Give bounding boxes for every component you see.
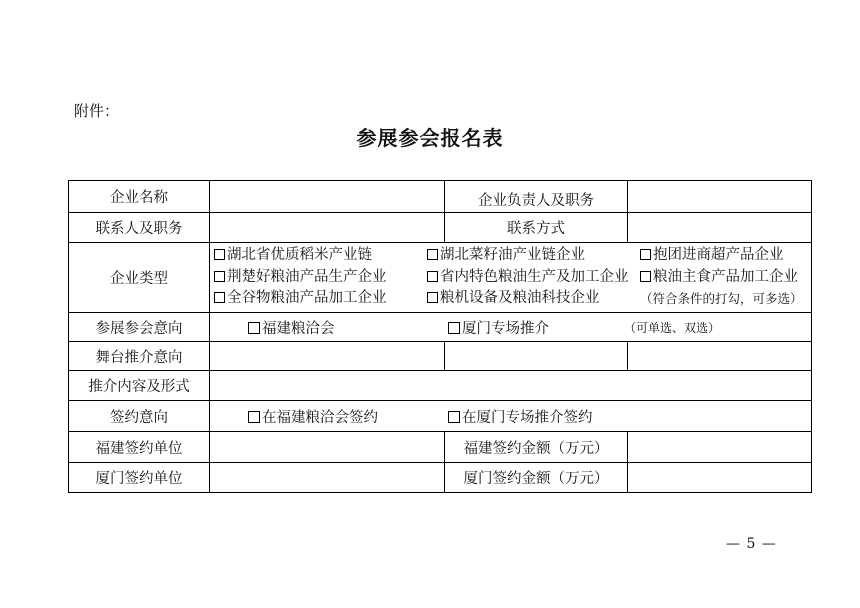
company-type-label: 企业类型 [69, 243, 210, 313]
company-name-field[interactable] [210, 181, 445, 213]
type-option[interactable]: 湖北菜籽油产业链企业 [427, 245, 640, 267]
fujian-amount-field[interactable] [628, 432, 812, 463]
checkbox-icon[interactable] [640, 271, 651, 282]
stage-field-2[interactable] [445, 342, 628, 371]
registration-form-table [68, 180, 812, 493]
content-label: 推介内容及形式 [69, 371, 210, 401]
intent-options [210, 313, 812, 342]
company-head-label: 企业负责人及职务 [445, 181, 628, 213]
stage-field-1[interactable] [210, 342, 445, 371]
row-sign-intent [69, 401, 812, 432]
intent-note: （可单选、双选） [624, 320, 721, 335]
checkbox-icon[interactable] [448, 411, 460, 423]
sign-option-xiamen[interactable]: 在厦门专场推介签约 [448, 406, 593, 427]
sign-intent-options [210, 401, 812, 432]
type-note: （符合条件的打勾，可多选） [640, 291, 803, 307]
type-option[interactable]: 省内特色粮油生产及加工企业 [427, 267, 640, 289]
contact-field[interactable] [210, 213, 445, 243]
row-contact [69, 213, 812, 243]
checkbox-icon[interactable] [214, 249, 225, 260]
xiamen-amount-field[interactable] [628, 463, 812, 493]
type-option[interactable]: 全谷物粮油产品加工企业 [214, 288, 427, 310]
fujian-unit-field[interactable] [210, 432, 445, 463]
intent-option-xiamen[interactable]: 厦门专场推介 [448, 317, 624, 338]
checkbox-icon[interactable] [427, 271, 438, 282]
intent-option-fujian[interactable]: 福建粮洽会 [248, 317, 448, 338]
type-option[interactable]: 粮机设备及粮油科技企业 [427, 288, 640, 310]
checkbox-icon[interactable] [448, 322, 460, 334]
company-head-field[interactable] [628, 181, 812, 213]
checkbox-icon[interactable] [427, 249, 438, 260]
type-option[interactable]: 荆楚好粮油产品生产企业 [214, 267, 427, 289]
row-content [69, 371, 812, 401]
sign-option-fujian[interactable]: 在福建粮洽会签约 [248, 406, 448, 427]
checkbox-icon[interactable] [214, 271, 225, 282]
type-option[interactable]: 粮油主食产品加工企业 [640, 267, 807, 289]
company-name-label: 企业名称 [69, 181, 210, 213]
sign-intent-label: 签约意向 [69, 401, 210, 432]
row-fujian-sign [69, 432, 812, 463]
row-company-name [69, 181, 812, 213]
contact-label: 联系人及职务 [69, 213, 210, 243]
checkbox-icon[interactable] [248, 322, 260, 334]
xiamen-amount-label: 厦门签约金额（万元） [445, 463, 628, 493]
page-number: — 5 — [726, 536, 777, 552]
xiamen-unit-field[interactable] [210, 463, 445, 493]
checkbox-icon[interactable] [248, 411, 260, 423]
row-stage [69, 342, 812, 371]
fujian-amount-label: 福建签约金额（万元） [445, 432, 628, 463]
stage-field-3[interactable] [628, 342, 812, 371]
attachment-label: 附件： [74, 102, 120, 120]
row-intent [69, 313, 812, 342]
type-option[interactable]: 湖北省优质稻米产业链 [214, 245, 427, 267]
content-field[interactable] [210, 371, 812, 401]
type-option[interactable]: 抱团进商超产品企业 [640, 245, 807, 267]
row-xiamen-sign [69, 463, 812, 493]
checkbox-icon[interactable] [640, 249, 651, 260]
stage-label: 舞台推介意向 [69, 342, 210, 371]
checkbox-icon[interactable] [214, 292, 225, 303]
row-company-type [69, 243, 812, 313]
contact-method-field[interactable] [628, 213, 812, 243]
page-title: 参展参会报名表 [356, 126, 504, 150]
intent-label: 参展参会意向 [69, 313, 210, 342]
fujian-unit-label: 福建签约单位 [69, 432, 210, 463]
checkbox-icon[interactable] [427, 292, 438, 303]
contact-method-label: 联系方式 [445, 213, 628, 243]
company-type-options [210, 243, 812, 313]
xiamen-unit-label: 厦门签约单位 [69, 463, 210, 493]
